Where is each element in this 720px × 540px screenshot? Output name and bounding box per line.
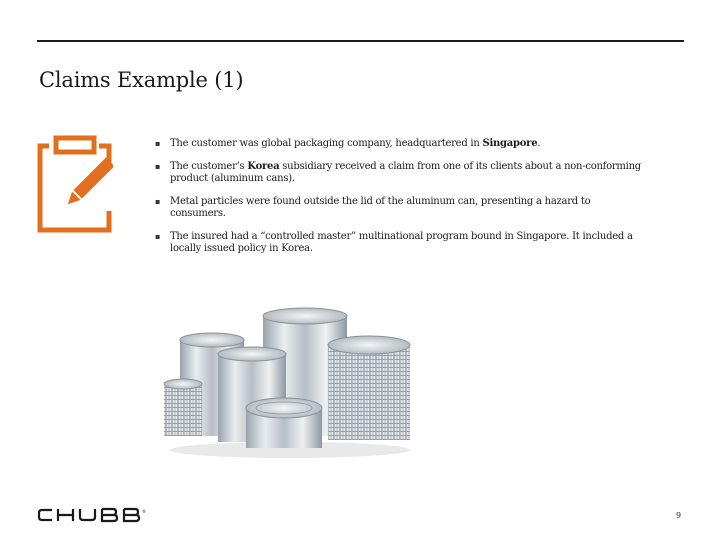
clipboard-pencil-icon xyxy=(37,131,113,233)
bullet-item: ▪ Metal particles were found outside the lid of the aluminum can, presenting a hazard to consumers. xyxy=(155,196,645,221)
bullet-item: ▪ The insured had a “controlled master” multinational program bound in Singapore. It included a locally issued policy in Korea. xyxy=(155,231,645,256)
page-number: 9 xyxy=(676,511,682,520)
chubb-logo xyxy=(38,507,148,523)
bullet-list xyxy=(155,138,645,266)
bullet-item: ▪ The customer was global packaging company, headquartered in Singapore. xyxy=(155,138,645,151)
slide-title: Claims Example (1) xyxy=(39,68,244,92)
svg-text:®: ® xyxy=(142,509,146,514)
bullet-item: ▪ The customer’s Korea subsidiary received a claim from one of its clients about a non-conforming product (aluminum cans). xyxy=(155,161,645,186)
top-rule xyxy=(37,40,684,42)
aluminum-cans-photo xyxy=(160,300,420,460)
